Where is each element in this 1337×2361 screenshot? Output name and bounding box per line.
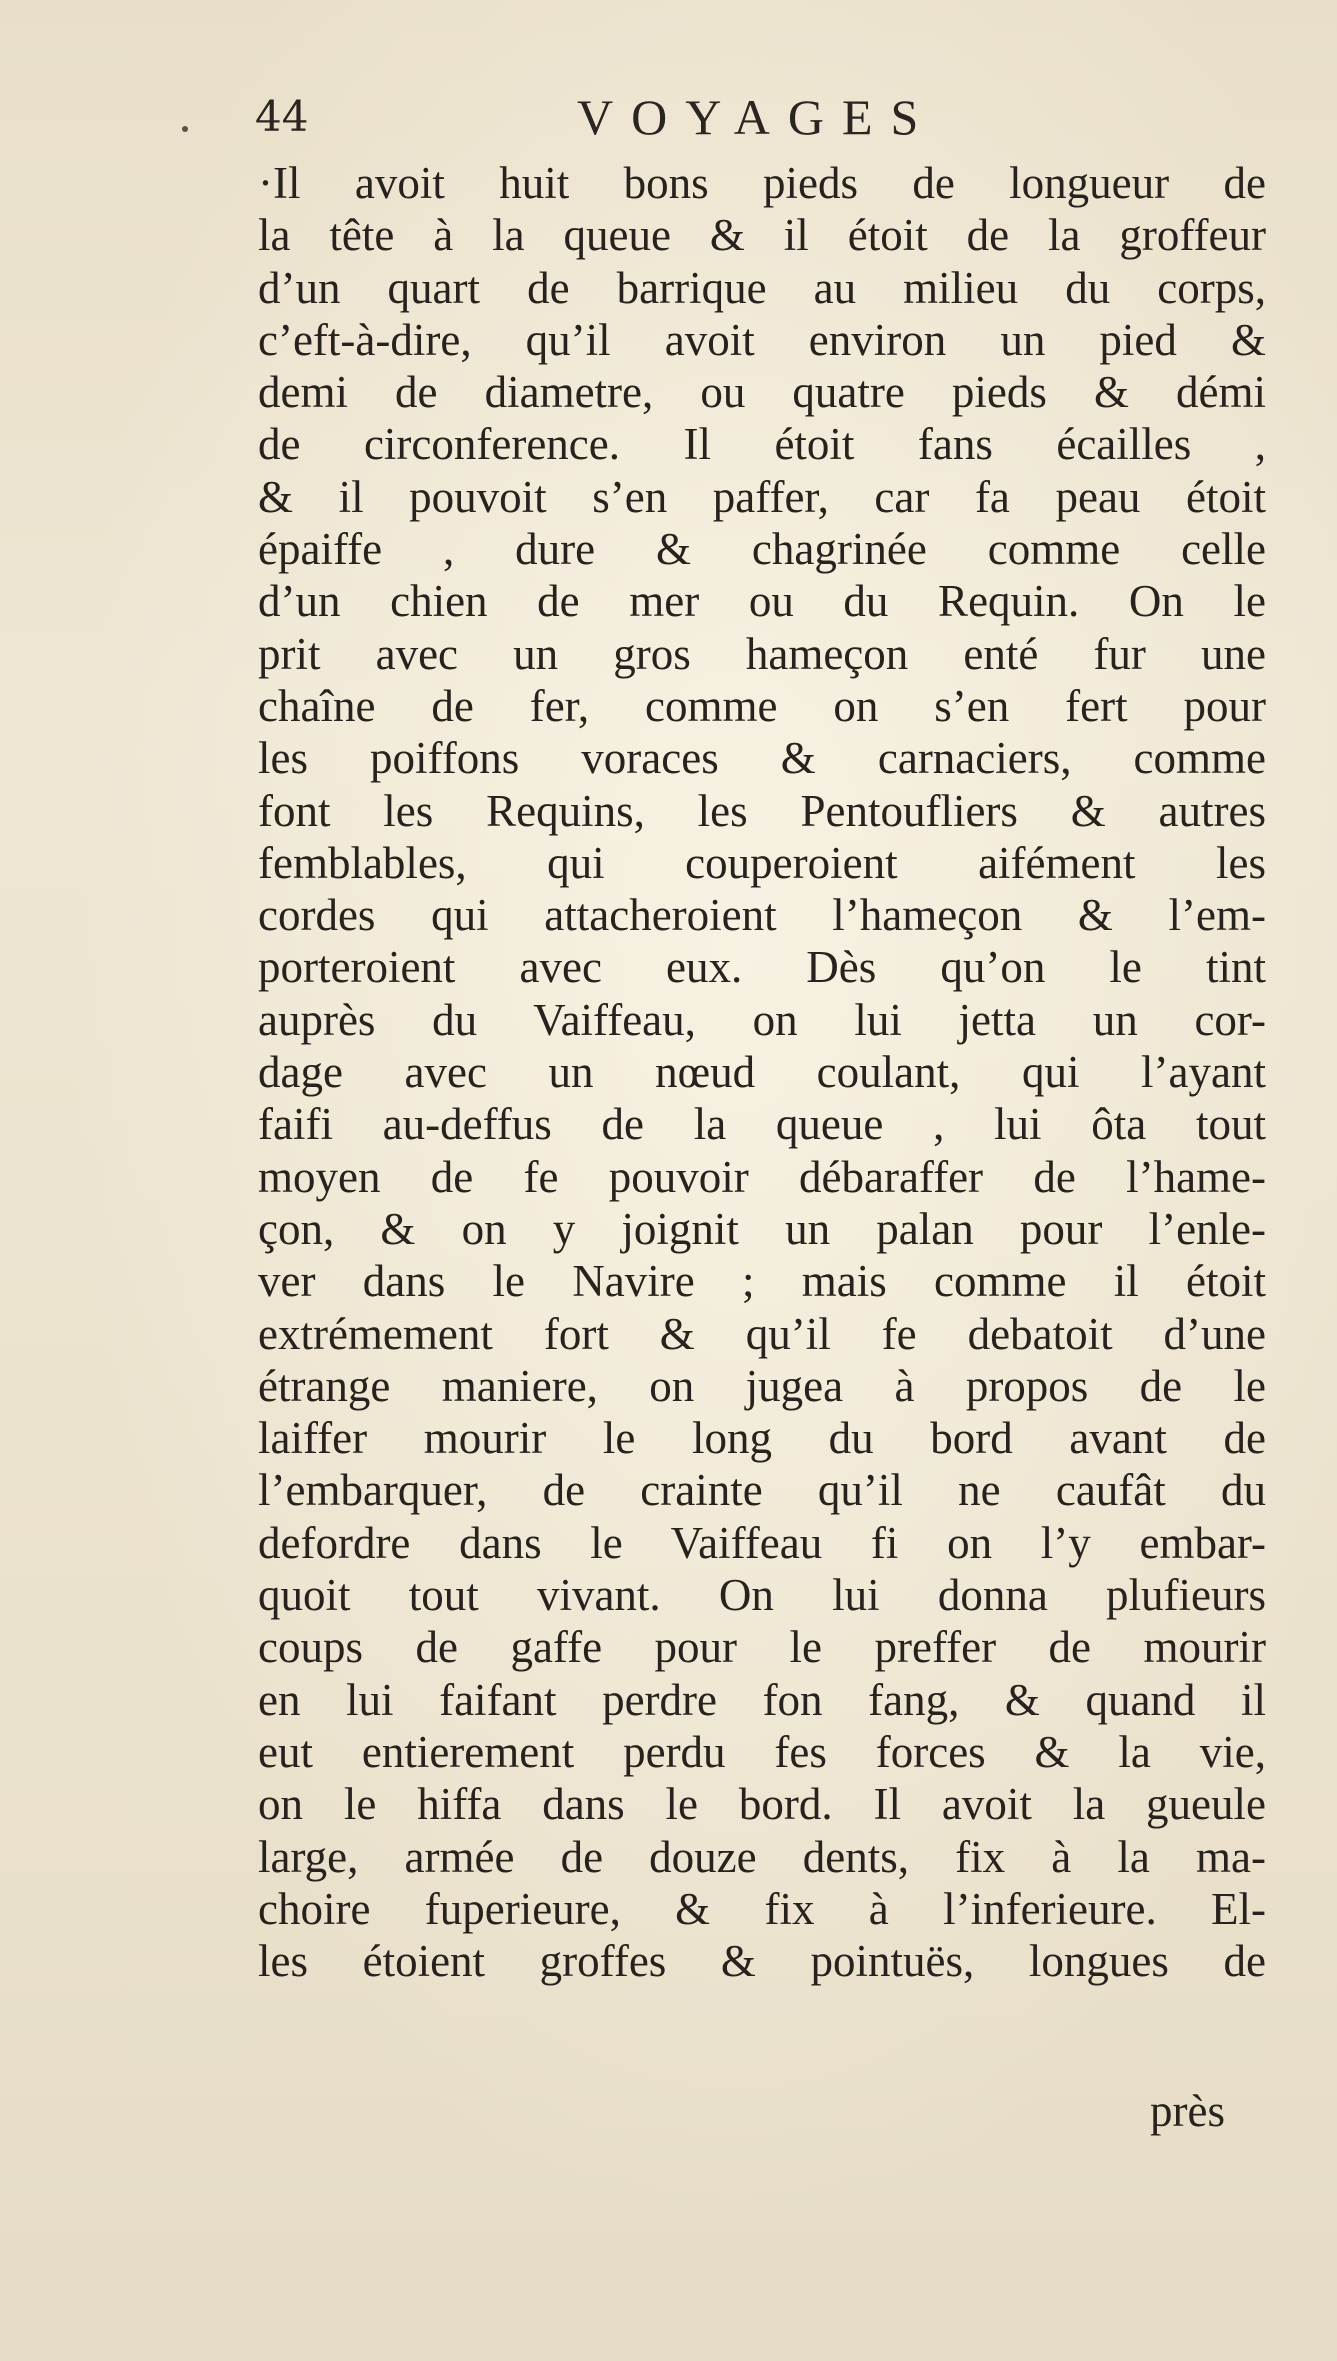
text-line: la tête à la queue & il étoit de la groffeur <box>258 210 1266 261</box>
text-line: large, armée de douze dents, fix à la ma- <box>258 1831 1266 1882</box>
text-line: de circonference. Il étoit fans écailles , <box>258 419 1266 470</box>
text-line: extrémement fort & qu’il fe debatoit d’une <box>258 1308 1266 1359</box>
text-line: femblables, qui couperoient aifément les <box>258 837 1266 888</box>
text-line: choire fuperieure, & fix à l’inferieure. El- <box>258 1883 1266 1934</box>
text-line: dage avec un nœud coulant, qui l’ayant <box>258 1047 1266 1098</box>
text-line: quoit tout vivant. On lui donna plufieurs <box>258 1570 1266 1621</box>
text-line: ·Il avoit huit bons pieds de longueur de <box>258 158 1266 208</box>
ink-speck <box>182 126 188 132</box>
text-line: moyen de fe pouvoir débaraffer de l’hame- <box>258 1151 1266 1202</box>
text-line: étrange maniere, on jugea à propos de le <box>258 1360 1266 1411</box>
text-line: d’un quart de barrique au milieu du corps, <box>258 262 1266 313</box>
text-line: en lui faifant perdre fon fang, & quand il <box>258 1674 1266 1725</box>
text-line: eut entierement perdu fes forces & la vie, <box>258 1726 1266 1777</box>
text-line: l’embarquer, de crainte qu’il ne caufât du <box>258 1465 1266 1516</box>
text-line: c’eft-à-dire, qu’il avoit environ un pied & <box>258 314 1266 365</box>
text-line: faifi au-deffus de la queue , lui ôta tout <box>258 1099 1266 1150</box>
text-line: les étoient groffes & pointuës, longues de <box>258 1936 1266 1987</box>
text-line: chaîne de fer, comme on s’en fert pour <box>258 680 1266 731</box>
catchword: près <box>1150 2086 1225 2136</box>
text-line: & il pouvoit s’en paffer, car fa peau étoit <box>258 471 1266 522</box>
text-line: les poiffons voraces & carnaciers, comme <box>258 733 1266 784</box>
text-line: prit avec un gros hameçon enté fur une <box>258 628 1266 679</box>
body-text <box>258 157 1266 1987</box>
page-number: 44 <box>255 92 309 141</box>
text-line: demi de diametre, ou quatre pieds & démi <box>258 367 1266 418</box>
text-line: laiffer mourir le long du bord avant de <box>258 1413 1266 1464</box>
text-line: porteroient avec eux. Dès qu’on le tint <box>258 942 1266 993</box>
text-line: font les Requins, les Pentoufliers & autres <box>258 785 1266 836</box>
text-line: on le hiffa dans le bord. Il avoit la gueule <box>258 1779 1266 1830</box>
text-line: auprès du Vaiffeau, on lui jetta un cor- <box>258 994 1266 1045</box>
text-line: épaiffe , dure & chagrinée comme celle <box>258 524 1266 575</box>
text-line: defordre dans le Vaiffeau fi on l’y embar- <box>258 1517 1266 1568</box>
text-line: çon, & on y joignit un palan pour l’enle- <box>258 1203 1266 1254</box>
text-line: d’un chien de mer ou du Requin. On le <box>258 576 1266 627</box>
running-title: VOYAGES <box>577 89 937 145</box>
text-line: ver dans le Navire ; mais comme il étoit <box>258 1256 1266 1307</box>
text-line: cordes qui attacheroient l’hameçon & l’em- <box>258 890 1266 941</box>
text-line: coups de gaffe pour le preffer de mourir <box>258 1622 1266 1673</box>
page-header <box>255 88 1265 158</box>
